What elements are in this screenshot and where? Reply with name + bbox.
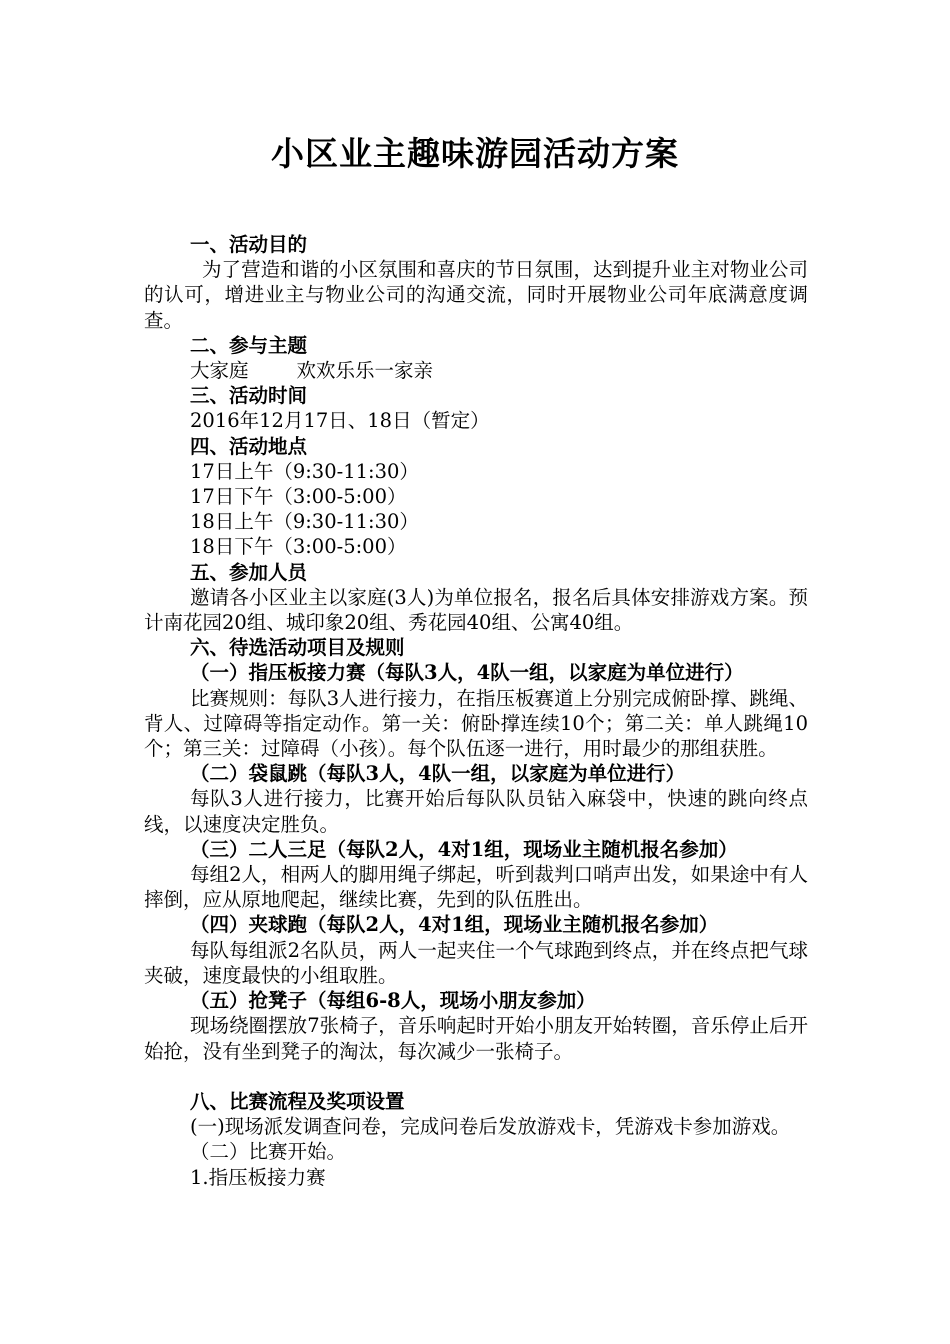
event-title: （一）指压板接力赛（每队3人，4队一组，以家庭为单位进行） [190, 661, 744, 685]
event-rules: 每队每组派2名队员，两人一起夹住一个气球跑到终点，并在终点把气球夹破，速度最快的小组取胜。 [144, 938, 808, 987]
document-title: 小区业主趣味游园活动方案 [271, 134, 679, 173]
participants-text: 邀请各小区业主以家庭(3人)为单位报名，报名后具体安排游戏方案。预计南花园20组、城印象20组、秀花园40组、公寓40组。 [144, 585, 808, 635]
process-step-3: 1.指压板接力赛 [190, 1165, 326, 1189]
event-title: （四）夹球跑（每队2人，4对1组，现场业主随机报名参加） [190, 913, 719, 937]
place-slot: 18日下午（3:00-5:00） [190, 535, 407, 559]
event-rules: 每组2人，相两人的脚用绳子绑起，听到裁判口哨声出发，如果途中有人摔倒，应从原地爬起，继续比赛，先到的队伍胜出。 [144, 863, 808, 912]
event-title: （二）袋鼠跳（每队3人，4队一组，以家庭为单位进行） [190, 762, 686, 786]
section-heading-time: 三、活动时间 [190, 384, 308, 408]
blank-line [144, 1064, 808, 1089]
process-step-2: （二）比赛开始。 [190, 1140, 347, 1164]
event-rules: 比赛规则：每队3人进行接力，在指压板赛道上分别完成俯卧撑、跳绳、背人、过障碍等指定动作。第一关：俯卧撑连续10个；第二关：单人跳绳10个；第三关：过障碍（小孩）。每个队伍逐一进行，用时最少的那组获胜。 [144, 686, 808, 761]
time-text: 2016年12月17日、18日（暂定） [190, 409, 490, 433]
section-heading-process: 八、比赛流程及奖项设置 [190, 1089, 405, 1113]
place-slot: 18日上午（9:30-11:30） [190, 510, 419, 534]
event-title: （三）二人三足（每队2人，4对1组，现场业主随机报名参加） [190, 837, 738, 861]
place-slot: 17日下午（3:00-5:00） [190, 485, 407, 509]
event-rules: 每队3人进行接力，比赛开始后每队队员钻入麻袋中，快速的跳向终点线，以速度决定胜负。 [144, 787, 808, 836]
section-heading-place: 四、活动地点 [190, 434, 308, 458]
theme-line [144, 358, 808, 383]
place-slot: 17日上午（9:30-11:30） [190, 459, 419, 483]
section-heading-theme: 二、参与主题 [190, 333, 308, 357]
theme-part-2: 欢欢乐乐一家亲 [296, 359, 434, 383]
section-heading-events: 六、待选活动项目及规则 [190, 636, 405, 660]
theme-part-1: 大家庭 [190, 359, 249, 383]
document-body [144, 232, 808, 1190]
event-rules: 现场绕圈摆放7张椅子，音乐响起时开始小朋友开始转圈，音乐停止后开始抢，没有坐到凳子的淘汰，每次减少一张椅子。 [144, 1014, 808, 1063]
section-heading-participants: 五、参加人员 [190, 560, 308, 584]
event-title: （五）抢凳子（每组6-8人，现场小朋友参加） [190, 989, 596, 1013]
section-heading-purpose: 一、活动目的 [190, 233, 308, 256]
purpose-text: 为了营造和谐的小区氛围和喜庆的节日氛围，达到提升业主对物业公司的认可，增进业主与物业公司的沟通交流，同时开展物业公司年底满意度调查。 [144, 258, 808, 332]
process-step-1: (一)现场派发调查问卷，完成问卷后发放游戏卡，凭游戏卡参加游戏。 [190, 1115, 791, 1139]
